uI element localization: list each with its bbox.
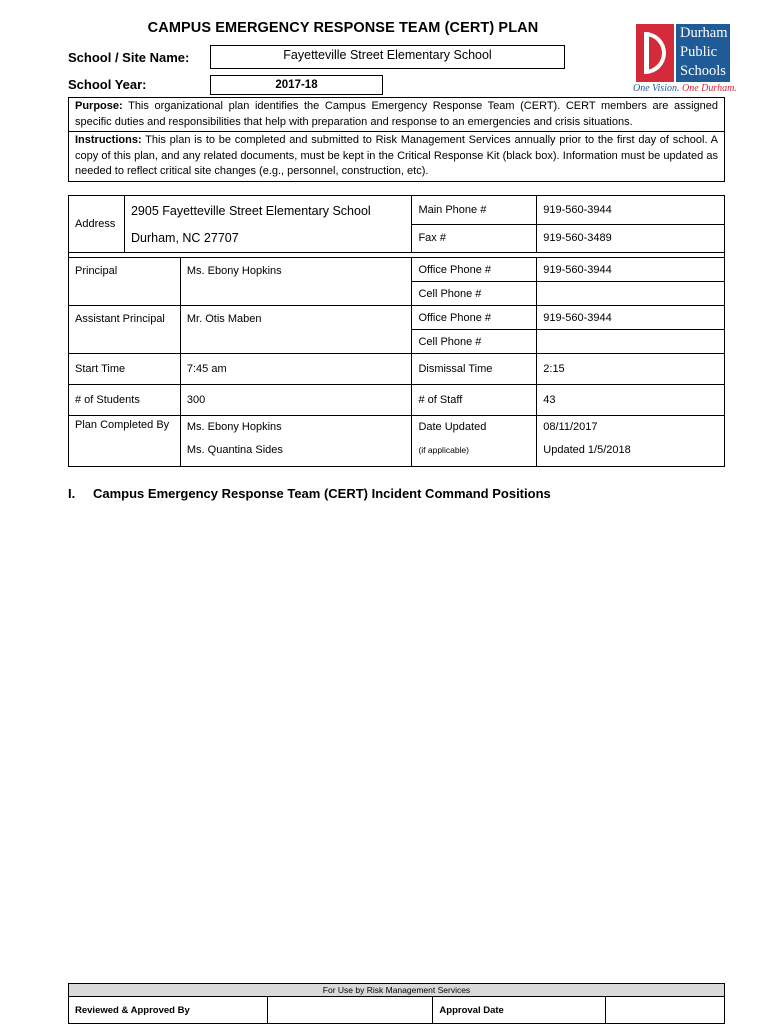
date-updated-sublabel: (if applicable) [418,445,469,455]
purpose-text: This organizational plan identifies the Campus Emergency Response Team (CERT). CERT members are assigned specific duties and responsibilities that help with preparation and response to an emergencies and crisis situations. [75,100,718,128]
ap-cell-phone-label: Cell Phone # [412,330,537,354]
plan-completed-name-1: Ms. Ebony Hopkins [186,421,282,433]
purpose-label: Purpose: [75,100,123,112]
school-year-label: School Year: [68,77,147,92]
risk-management-heading: For Use by Risk Management Services [69,984,725,997]
reviewed-by-value[interactable] [267,997,433,1024]
school-year-field[interactable]: 2017-18 [210,75,383,95]
district-logo-mark [636,24,674,82]
staff-label: # of Staff [412,385,537,416]
instructions-paragraph [69,131,724,181]
principal-office-phone-value[interactable]: 919-560-3944 [537,258,725,282]
start-time-value[interactable]: 7:45 am [180,354,412,385]
address-line-2: Durham, NC 27707 [130,231,239,245]
ap-cell-phone-value[interactable] [537,330,725,354]
principal-cell-phone-value[interactable] [537,282,725,306]
principal-value[interactable]: Ms. Ebony Hopkins [180,258,412,306]
staff-value[interactable]: 43 [537,385,725,416]
address-value[interactable] [124,196,411,253]
district-logo-wordmark [676,24,730,82]
students-label: # of Students [69,385,181,416]
school-name-label: School / Site Name: [68,50,190,65]
address-line-1: 2905 Fayetteville Street Elementary School [130,204,371,218]
plan-completed-value[interactable] [180,416,412,467]
principal-label: Principal [69,258,181,306]
section-title: Campus Emergency Response Team (CERT) Incident Command Positions [93,486,551,501]
school-info-table [68,195,725,467]
assistant-principal-value[interactable]: Mr. Otis Maben [180,306,412,354]
principal-office-phone-label: Office Phone # [412,258,537,282]
school-name-field[interactable]: Fayetteville Street Elementary School [210,45,565,69]
ap-office-phone-label: Office Phone # [412,306,537,330]
date-updated-value[interactable] [537,416,725,467]
dismissal-time-value[interactable]: 2:15 [537,354,725,385]
reviewed-by-label: Reviewed & Approved By [69,997,268,1024]
main-phone-value[interactable]: 919-560-3944 [537,196,725,225]
district-logo [633,24,737,97]
date-updated-label-cell [412,416,537,467]
ap-office-phone-value[interactable]: 919-560-3944 [537,306,725,330]
main-phone-label: Main Phone # [412,196,537,225]
address-label: Address [69,196,125,253]
logo-line-3: Schools [680,63,726,79]
fax-label: Fax # [412,224,537,253]
principal-cell-phone-label: Cell Phone # [412,282,537,306]
date-updated-value-1: 08/11/2017 [543,421,598,433]
purpose-paragraph [69,98,724,131]
date-updated-value-2: Updated 1/5/2018 [543,444,631,456]
approval-date-value[interactable] [606,997,725,1024]
fax-value[interactable]: 919-560-3489 [537,224,725,253]
assistant-principal-label: Assistant Principal [69,306,181,354]
approval-date-label: Approval Date [433,997,606,1024]
logo-line-1: Durham [680,25,728,41]
logo-tagline-b: One Durham. [681,83,737,94]
section-heading [68,486,551,501]
dismissal-time-label: Dismissal Time [412,354,537,385]
logo-tagline [633,83,737,94]
page-title: CAMPUS EMERGENCY RESPONSE TEAM (CERT) PLAN [147,20,539,36]
students-value[interactable]: 300 [180,385,412,416]
instructions-box [68,97,725,182]
start-time-label: Start Time [69,354,181,385]
plan-completed-name-2: Ms. Quantina Sides [186,444,283,456]
instructions-text: This plan is to be completed and submitted to Risk Management Services annually prior to the first day of school. A copy of this plan, and any related documents, must be kept in the Critical Response Kit (black box). Information must be updated as needed to reflect critical site changes (e.g., personnel, construction, etc). [75,134,719,177]
instructions-label: Instructions: [75,134,142,146]
date-updated-label: Date Updated [418,421,487,433]
logo-tagline-a: One Vision. [633,83,680,94]
risk-management-table [68,983,725,1024]
logo-line-2: Public [680,44,718,60]
section-number: I. [68,486,76,501]
plan-completed-label: Plan Completed By [69,416,181,467]
